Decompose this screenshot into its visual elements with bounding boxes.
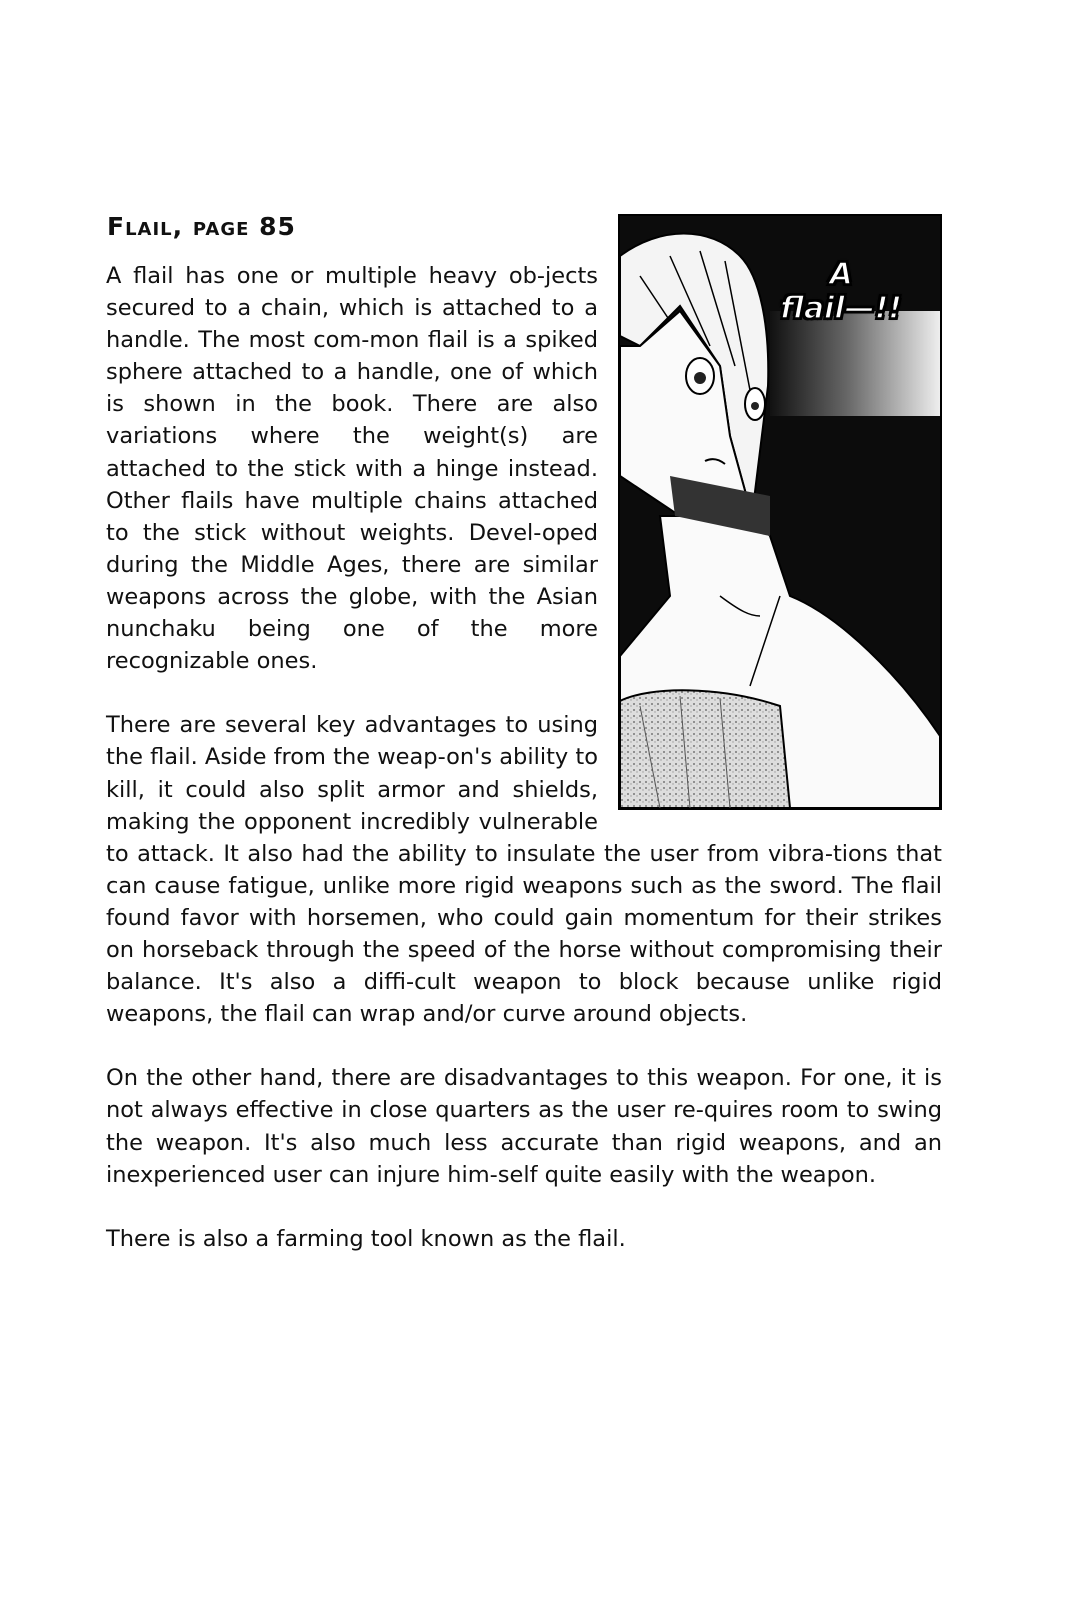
paragraph-4: There is also a farming tool known as the flail.	[106, 1225, 626, 1252]
paragraph-2: There are several key advantages to using the flail. Aside from the weap-on's ability to kill, it could also split armor and shields, making the opponent incredibly vulnerable to attack. It also had the ability to insulate the user from vibra-tions that can cause fatigue, unlike more rigid weapons such as the sword. The flail found favor with horsemen, who could gain momentum for their strikes on horseback through the speed of the horse without compromising their balance. It's also a diffi-cult weapon to block because unlike rigid weapons, the flail can wrap and/or curve around objects.	[106, 712, 942, 1028]
speech-line-2: flail—!!	[780, 291, 902, 326]
speech-text	[780, 258, 902, 326]
section-heading: Flail, page 85	[107, 212, 296, 241]
paragraph-3: On the other hand, there are disadvantages to this weapon. For one, it is not always effective in close quarters as the user re-quires room to swing the weapon. It's also much less accurate than rigid weapons, and an inexperienced user can injure him-self quite easily with the weapon.	[106, 1065, 942, 1188]
manga-panel-illustration	[618, 214, 942, 810]
paragraph-1: A flail has one or multiple heavy ob-jects secured to a chain, which is attached to a handle. The most com-mon flail is a spiked sphere attached to a handle, one of which is shown in the book. There are also variations where the weight(s) are attached to the stick with a hinge instead. Other flails have multiple chains attached to the stick without weights. Devel-oped during the Middle Ages, there are similar weapons across the globe, with the Asian nunchaku being one of the more recognizable ones.	[106, 263, 598, 675]
article-body	[106, 257, 942, 1255]
speech-line-1: A	[829, 257, 853, 292]
